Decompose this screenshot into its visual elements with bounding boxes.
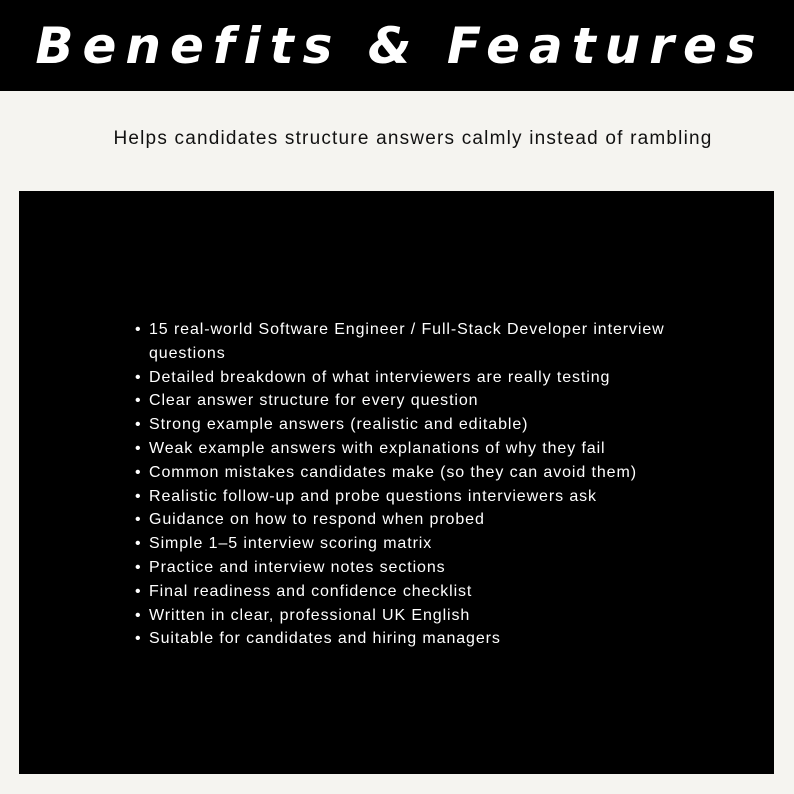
feature-item [135, 580, 739, 604]
feature-text: Weak example answers with explanations of why they fail [149, 439, 606, 457]
bullet-icon: • [135, 487, 142, 505]
feature-list [135, 318, 739, 651]
feature-item [135, 485, 739, 509]
feature-text: Guidance on how to respond when probed [149, 511, 485, 529]
feature-text: Strong example answers (realistic and editable) [149, 416, 529, 434]
feature-text: Detailed breakdown of what interviewers are really testing [149, 368, 611, 386]
bullet-icon: • [135, 630, 142, 648]
bullet-icon: • [135, 535, 142, 553]
feature-item [135, 556, 739, 580]
feature-item [135, 437, 739, 461]
feature-text: Clear answer structure for every question [149, 392, 479, 410]
bullet-icon: • [135, 463, 142, 481]
bullet-icon: • [135, 439, 142, 457]
feature-item [135, 413, 739, 437]
feature-item [135, 627, 739, 651]
feature-item [135, 366, 739, 390]
feature-text: Suitable for candidates and hiring managers [149, 630, 501, 648]
features-panel [19, 191, 774, 774]
bullet-icon: • [135, 416, 142, 434]
feature-item [135, 461, 739, 485]
feature-text: 15 real-world Software Engineer / Full-Stack Developer interview questions [149, 321, 665, 362]
feature-item [135, 389, 739, 413]
feature-text: Practice and interview notes sections [149, 558, 446, 576]
bullet-icon: • [135, 606, 142, 624]
bullet-icon: • [135, 582, 142, 600]
bullet-icon: • [135, 321, 142, 338]
feature-item [135, 604, 739, 628]
feature-text: Final readiness and confidence checklist [149, 582, 473, 600]
bullet-icon: • [135, 368, 142, 386]
feature-text: Common mistakes candidates make (so they can avoid them) [149, 463, 637, 481]
header-bar [0, 0, 794, 91]
feature-text: Simple 1–5 interview scoring matrix [149, 535, 433, 553]
bullet-icon: • [135, 511, 142, 529]
subtitle: Helps candidates structure answers calmly instead of rambling [113, 128, 713, 149]
page-title: Benefits & Features [35, 16, 765, 75]
bullet-icon: • [135, 558, 142, 576]
feature-item [135, 532, 739, 556]
feature-text: Written in clear, professional UK English [149, 606, 471, 624]
feature-item [135, 508, 739, 532]
bullet-icon: • [135, 392, 142, 410]
feature-item [135, 318, 739, 366]
feature-text: Realistic follow-up and probe questions interviewers ask [149, 487, 597, 505]
